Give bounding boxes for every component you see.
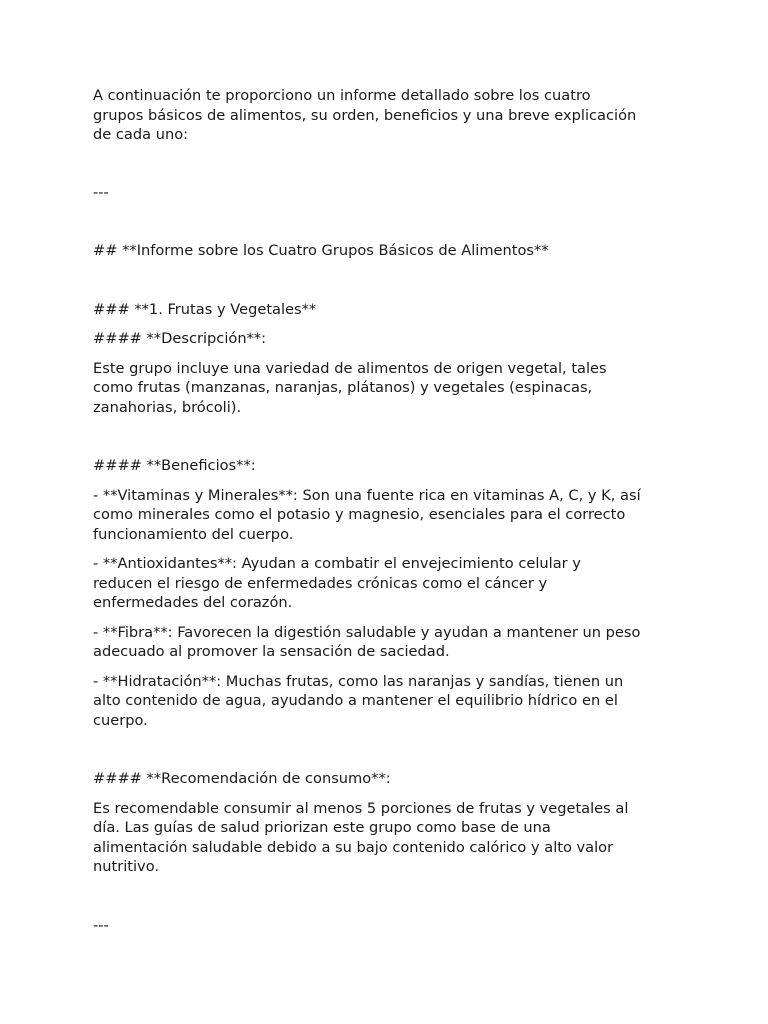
benefit-vitamins bbox=[93, 486, 683, 545]
text-line: funcionamiento del cuerpo. bbox=[93, 525, 294, 543]
description-paragraph bbox=[93, 359, 683, 418]
benefit-hydration bbox=[93, 672, 683, 731]
document-page bbox=[93, 86, 683, 935]
text-line: adecuado al promover la sensación de saciedad. bbox=[93, 643, 450, 660]
text-line: alto contenido de agua, ayudando a mantener el equilibrio hídrico en el bbox=[93, 692, 618, 709]
main-heading: ## **Informe sobre los Cuatro Grupos Básicos de Alimentos** bbox=[93, 242, 549, 259]
benefit-fiber bbox=[93, 623, 683, 662]
section-heading: ### **1. Frutas y Vegetales** bbox=[93, 300, 317, 318]
text-line: como minerales como el potasio y magnesio, esenciales para el correcto bbox=[93, 506, 626, 523]
text-line: enfermedades del corazón. bbox=[93, 594, 293, 611]
intro-paragraph bbox=[93, 86, 683, 145]
benefits-heading: #### **Beneficios**: bbox=[93, 457, 256, 474]
text-line: Este grupo incluye una variedad de alimentos de origen vegetal, tales bbox=[93, 359, 607, 377]
recommendation-heading: #### **Recomendación de consumo**: bbox=[93, 770, 391, 787]
separator: --- bbox=[93, 183, 109, 201]
text-line: de cada uno: bbox=[93, 126, 189, 143]
text-line: - **Hidratación**: Muchas frutas, como las naranjas y sandías, tienen un bbox=[93, 672, 624, 690]
text-line: grupos básicos de alimentos, su orden, beneficios y una breve explicación bbox=[93, 106, 637, 124]
recommendation-paragraph bbox=[93, 799, 683, 877]
text-line: cuerpo. bbox=[93, 711, 148, 729]
text-line: - **Fibra**: Favorecen la digestión saludable y ayudan a mantener un peso bbox=[93, 623, 641, 641]
description-heading: #### **Descripción**: bbox=[93, 330, 267, 347]
text-line: Es recomendable consumir al menos 5 porciones de frutas y vegetales al bbox=[93, 799, 629, 817]
text-line: alimentación saludable debido a su bajo contenido calórico y alto valor bbox=[93, 838, 614, 856]
text-line: - **Vitaminas y Minerales**: Son una fuente rica en vitaminas A, C, y K, así bbox=[93, 486, 641, 504]
separator: --- bbox=[93, 916, 109, 934]
text-line: - **Antioxidantes**: Ayudan a combatir el envejecimiento celular y bbox=[93, 555, 581, 572]
text-line: zanahorias, brócoli). bbox=[93, 398, 242, 416]
text-line: reducen el riesgo de enfermedades crónicas como el cáncer y bbox=[93, 574, 548, 592]
benefit-antioxidants bbox=[93, 554, 683, 613]
text-line: como frutas (manzanas, naranjas, plátanos) y vegetales (espinacas, bbox=[93, 379, 593, 396]
text-line: A continuación te proporciono un informe detallado sobre los cuatro bbox=[93, 87, 591, 104]
text-line: nutritivo. bbox=[93, 858, 159, 875]
text-line: día. Las guías de salud priorizan este grupo como base de una bbox=[93, 819, 551, 836]
